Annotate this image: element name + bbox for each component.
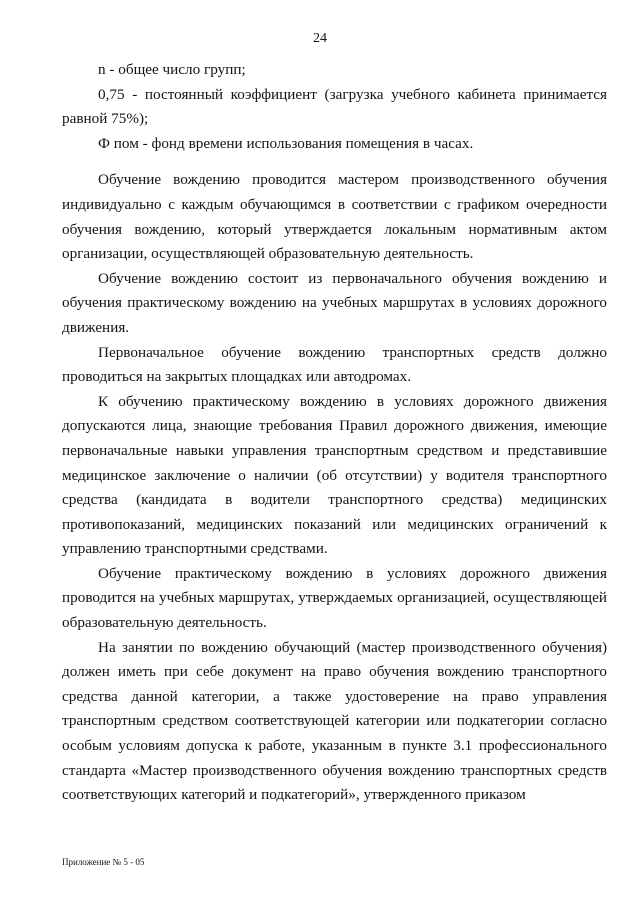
- paragraph-admission: К обучению практическому вождению в условиях дорожного движения допускаются лица, знающие требования Правил дорожного движения, имеющие первоначальные навыки управления транспортным средством и представившие медицинское заключение о наличии (об отсутствии) у водителя транспортного средства (кандидата в водители транспортного средства) медицинских противопоказаний, медицинских показаний или медицинских ограничений к управлению транспортными средствами.: [62, 392, 607, 558]
- page-footer: Приложение № 5 - 05: [62, 857, 145, 867]
- paragraph-definition-coefficient: 0,75 - постоянный коэффициент (загрузка учебного кабинета принимается равной 75%);: [62, 85, 607, 128]
- paragraph-definition-fund: Ф пом - фонд времени использования помещения в часах.: [98, 134, 474, 152]
- paragraph-instructor-documents: На занятии по вождению обучающий (мастер производственного обучения) должен иметь при себе документ на право обучения вождению транспортного средства данной категории, а также удостоверение на право управления транспортным средством соответствующей категории или подкатегории согласно особым условиям допуска к работе, указанным в пункте 3.1 профессионального стандарта «Мастер производственного обучения вождению транспортных средств соответствующих категорий и подкатегорий», утвержденного приказом: [62, 638, 607, 804]
- paragraph-initial-training: Первоначальное обучение вождению транспортных средств должно проводиться на закрытых площадках или автодромах.: [62, 343, 607, 386]
- paragraph-driving-master: Обучение вождению проводится мастером производственного обучения индивидуально с каждым обучающимся в соответствии с графиком очередности обучения вождению, который утверждается локальным нормативным актом организации, осуществляющей образовательную деятельность.: [62, 171, 607, 263]
- paragraph-driving-stages: Обучение вождению состоит из первоначального обучения вождению и обучения практическому вождению на учебных маршрутах в условиях дорожного движения.: [62, 269, 607, 336]
- body-text: [62, 58, 607, 808]
- paragraph-routes: Обучение практическому вождению в условиях дорожного движения проводится на учебных маршрутах, утверждаемых организацией, осуществляющей образовательную деятельность.: [62, 564, 607, 632]
- page-number: 24: [313, 31, 327, 46]
- paragraph-definition-n: n - общее число групп;: [98, 61, 246, 78]
